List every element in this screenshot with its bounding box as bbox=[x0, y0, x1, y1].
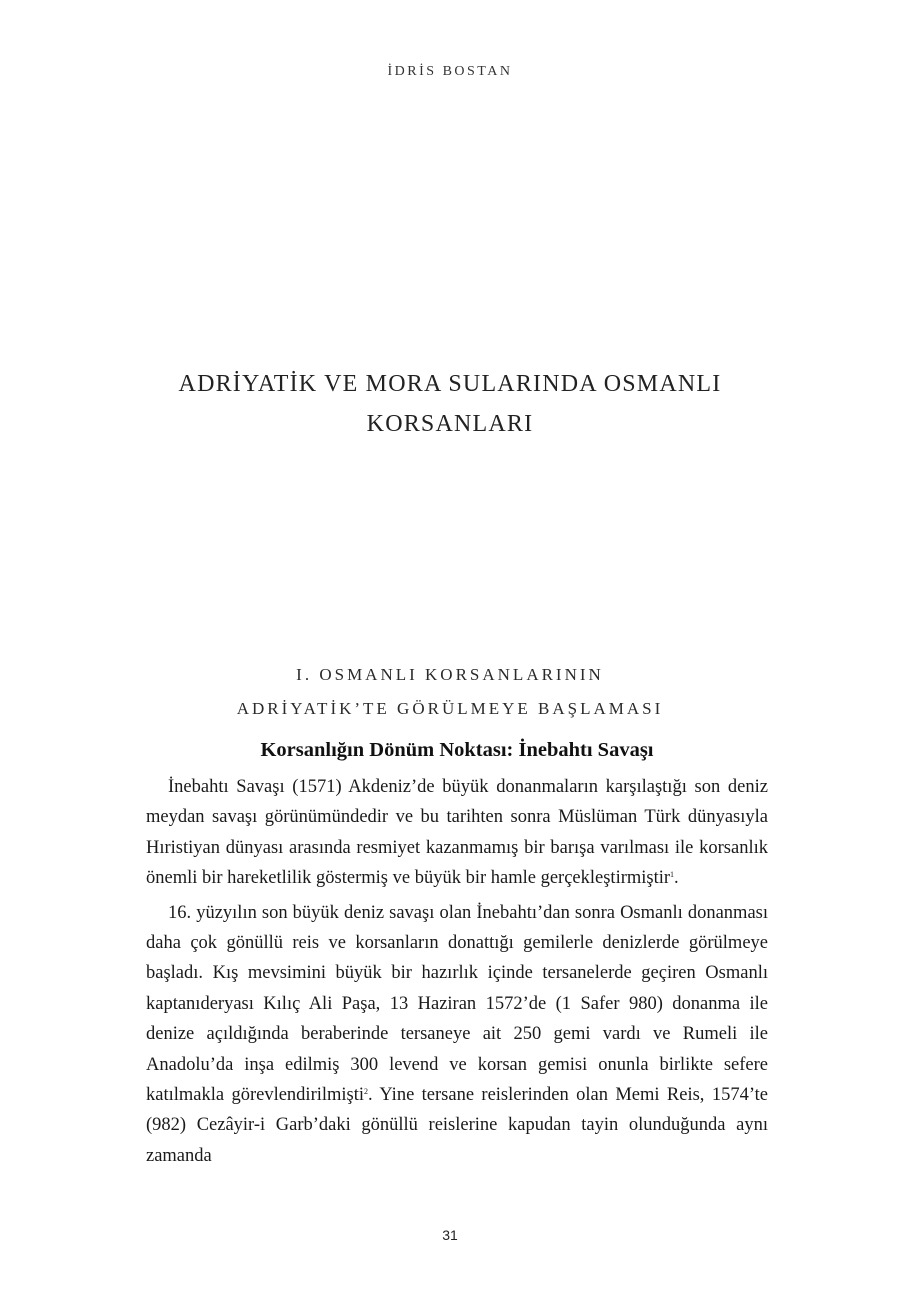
paragraph-2 bbox=[146, 898, 768, 1172]
running-head: İDRİS BOSTAN bbox=[387, 64, 513, 79]
subheading: Korsanlığın Dönüm Noktası: İnebahtı Savaşı bbox=[260, 739, 654, 761]
footnote-ref-1[interactable]: 1 bbox=[670, 870, 675, 880]
chapter-title bbox=[100, 364, 800, 444]
section-heading-line-2: ADRİYATİK’TE GÖRÜLMEYE BAŞLAMASI bbox=[236, 699, 664, 718]
section-heading-line-1: I. OSMANLI KORSANLARININ bbox=[296, 665, 604, 684]
chapter-title-line-1: ADRİYATİK VE MORA SULARINDA OSMANLI bbox=[178, 371, 722, 397]
paragraph-1 bbox=[146, 772, 768, 894]
chapter-title-line-2: KORSANLARI bbox=[366, 411, 534, 437]
paragraph-1-tail: . bbox=[674, 868, 679, 889]
section-heading bbox=[100, 658, 800, 726]
paragraph-2-text: 16. yüzyılın son büyük deniz savaşı olan İnebahtı’dan sonra Osmanlı donanması daha çok gönüllü reis ve korsanların donattığı gemilerle denizlerde görülmeye başladı. Kış mevsimini büyük bir hazırlık içinde tersanelerde geçiren Osmanlı kaptanıderyası Kılıç Ali Paşa, 13 Haziran 1572’de (1 Safer 980) donanma ile denize açıldığında beraberinde tersaneye ait 250 gemi vardı ve Rumeli ile Anadolu’da inşa edilmiş 300 levend ve korsan gemisi onunla birlikte sefere katılmakla görevlendirilmişti bbox=[146, 902, 768, 1106]
body-text bbox=[146, 772, 768, 1175]
page-number: 31 bbox=[442, 1227, 458, 1243]
footnote-ref-2[interactable]: 2 bbox=[364, 1087, 369, 1097]
paragraph-1-text: İnebahtı Savaşı (1571) Akdeniz’de büyük donanmaların karşılaştığı son deniz meydan savaşı görünümündedir ve bu tarihten sonra Müslüman Türk dünyasıyla Hıristiyan dünyası arasında resmiyet kazanmamış bir barışa varılması ile korsanlık önemli bir hareketlilik göstermiş ve büyük bir hamle gerçekleştirmiştir bbox=[146, 777, 768, 889]
paragraph-2-tail: . Yine tersane reislerinden olan Memi Reis, 1574’te (982) Cezâyir-i Garb’daki gönüllü reislerine kapudan tayin olunduğunda aynı zamanda bbox=[146, 1085, 768, 1166]
